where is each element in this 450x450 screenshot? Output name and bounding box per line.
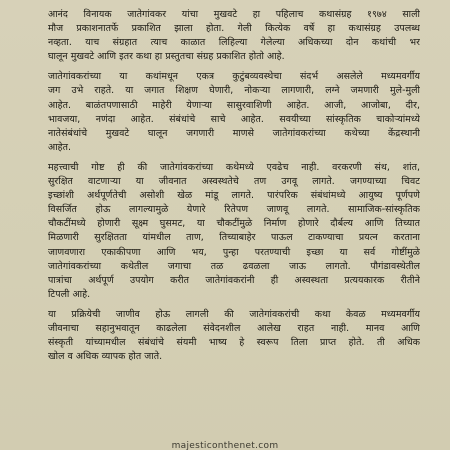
text-line: मिळणारी सुरक्षितता यांमधील ताण, तिच्याबाहेर पाऊल टाकण्याचा प्रयत्न करताना	[48, 232, 420, 244]
text-line: खोल व अधिक व्यापक होत जाते.	[48, 351, 163, 363]
text-line: इच्छांशी अर्थपूर्णतेची असोशी खेळ मांडू लागते. पारंपरिक संबंधांमध्ये आयुष्य पूर्णपणे	[48, 190, 420, 202]
text-line: जग उभे राहते. या जगात शिक्षण घेणारी, नोकऱ्या लागणारी, लग्ने जमणारी मुले-मुली	[48, 85, 420, 97]
text-line: पात्रांचा अर्थपूर्ण उपयोग करीत जातेगांवकरांनी ही अस्वस्थता प्रत्ययकारक रीतीने	[48, 274, 420, 286]
text-line: विसर्जित होऊ लागल्यामुळे येणारे रितेपण जाणवू लागते. सामाजिक-सांस्कृतिक	[48, 204, 420, 216]
paragraph-2	[48, 70, 420, 155]
paragraph-3	[48, 161, 420, 302]
watermark-url: majesticonthenet.com	[171, 441, 279, 450]
text-line: मौज प्रकाशनातर्फे प्रकाशित झाला होता. गेली कित्येक वर्षे हा कथासंग्रह उपलब्ध	[48, 23, 420, 35]
paragraph-1	[48, 8, 420, 64]
text-line: जातेगांवकरांच्या या कथांमधून एकत्र कुटुंबव्यवस्थेचा संदर्भ असलेले मध्यमवर्गीय	[48, 71, 420, 83]
text-line: सुरक्षित वाटणाऱ्या या जीवनात अस्वस्थतेचे तण उगवू लागते. जगण्याच्या चिवट	[48, 176, 420, 188]
text-line: टिपली आहे.	[48, 288, 91, 300]
text-line: जातेगांवकरांच्या कथेतील जगाचा तळ ढवळला जाऊ लागतो. पौगंडावस्थेतील	[48, 260, 420, 272]
text-line: संस्कृती यांच्यामधील संबंधांचे संयमी भाष्य हे स्वरूप तिला प्राप्त होते. ती अधिक	[48, 337, 420, 349]
text-line: महत्त्वाची गोष्ट ही की जातेगांवकरांच्या कथेमध्ये एवढेच नाही. वरकरणी संथ, शांत,	[48, 161, 420, 173]
text-line: आहेत. बाळंतपणासाठी माहेरी येणाऱ्या सासुरवाशिणी आहेत. आजी, आजोबा, दीर,	[48, 99, 420, 111]
text-line: आहेत.	[48, 141, 72, 153]
text-line: चौकटींमध्ये होणारी सूक्ष्म घुसमट, या चौकटींमुळे निर्माण होणारे दौर्बल्य आणि तिच्यात	[48, 218, 420, 230]
text-line: जाणवणारा एकाकीपणा आणि भय, पुन्हा परतण्याची इच्छा या सर्व गोष्टींमुळे	[48, 246, 420, 258]
text-line: घालून मुखवटे आणि इतर कथा हा प्रस्तुतचा संग्रह प्रकाशित होतो आहे.	[48, 51, 285, 63]
text-line: नातेसंबंधांचे मुखवटे घालून जगणारी माणसे जातेगांवकरांच्या कथेच्या केंद्रस्थानी	[48, 127, 420, 139]
blurb-text	[48, 8, 420, 370]
text-line: नव्हता. याच संग्रहात त्याच काळात लिहिल्या गेलेल्या अधिकच्या दोन कथांची भर	[48, 37, 420, 49]
text-line: जीवनाचा सहानुभवातून काढलेला संवेदनशील आलेख राहत नाही. मानव आणि	[48, 322, 420, 334]
paragraph-4	[48, 308, 420, 364]
text-line: या प्रक्रियेची जाणीव होऊ लागली की जातेगांवकरांची कथा केवळ मध्यमवर्गीय	[48, 308, 420, 320]
text-line: भावजया, नणंदा आहेत. संबंधांचे साचे आहेत. सवयीच्या सांस्कृतिक चाकोऱ्यांमध्ये	[48, 113, 420, 125]
text-line: आनंद विनायक जातेगांवकर यांचा मुखवटे हा पहिलाच कथासंग्रह १९७४ साली	[48, 9, 420, 20]
